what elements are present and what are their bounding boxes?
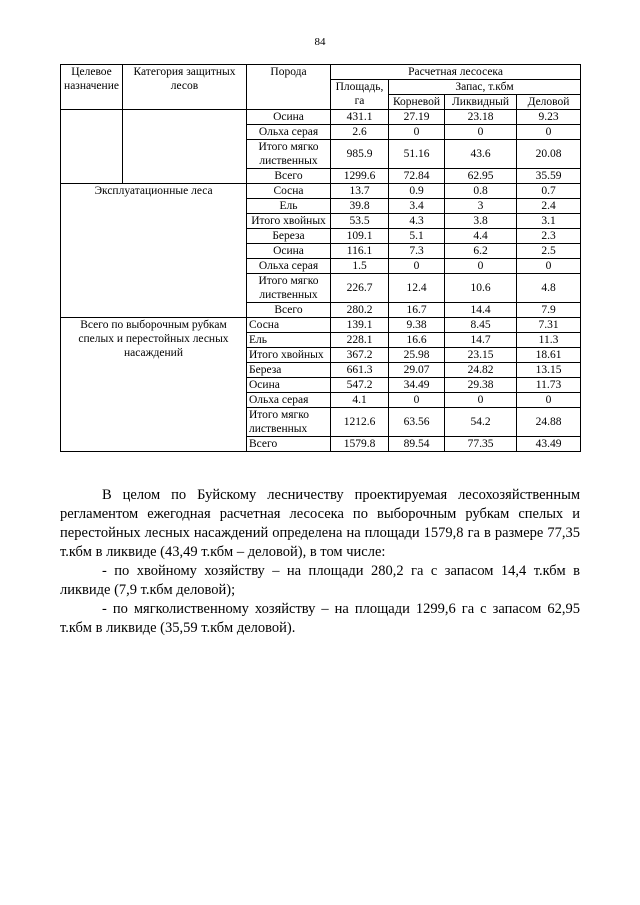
cell-root: 0 — [389, 125, 445, 140]
cell-species: Береза — [247, 229, 331, 244]
cell-commercial: 13.15 — [517, 363, 581, 378]
cell-commercial: 11.3 — [517, 333, 581, 348]
cell-species: Береза — [247, 363, 331, 378]
cell-species: Сосна — [247, 184, 331, 199]
paragraph-coniferous: - по хвойному хозяйству – на площади 280,2 га с запасом 14,4 т.кбм в ликвиде (7,9 т.кбм деловой); — [60, 563, 580, 598]
cell-species: Ель — [247, 333, 331, 348]
cell-liquid: 24.82 — [445, 363, 517, 378]
cell-root: 34.49 — [389, 378, 445, 393]
cell-area: 1.5 — [331, 259, 389, 274]
cell-liquid: 14.7 — [445, 333, 517, 348]
cell-commercial: 20.08 — [517, 140, 581, 169]
cell-liquid: 0 — [445, 259, 517, 274]
group-label-group3: Всего по выборочным рубкам спелых и перестойных лесных насаждений — [61, 318, 247, 452]
table-row — [61, 318, 581, 333]
cell-commercial: 11.73 — [517, 378, 581, 393]
cell-root: 51.16 — [389, 140, 445, 169]
cell-commercial: 2.3 — [517, 229, 581, 244]
cell-liquid: 8.45 — [445, 318, 517, 333]
cell-liquid: 77.35 — [445, 437, 517, 452]
cell-area: 4.1 — [331, 393, 389, 408]
cell-liquid: 4.4 — [445, 229, 517, 244]
cell-species: Осина — [247, 378, 331, 393]
header-liquid: Ликвидный — [445, 95, 517, 110]
cell-root: 0 — [389, 393, 445, 408]
cell-root: 72.84 — [389, 169, 445, 184]
cell-root: 16.6 — [389, 333, 445, 348]
cell-area: 116.1 — [331, 244, 389, 259]
cell-commercial: 0 — [517, 125, 581, 140]
cell-area: 1579.8 — [331, 437, 389, 452]
cell-species: Ольха серая — [247, 125, 331, 140]
cell-liquid: 3.8 — [445, 214, 517, 229]
cell-area: 1299.6 — [331, 169, 389, 184]
cell-purpose-empty — [61, 110, 123, 184]
cell-commercial: 35.59 — [517, 169, 581, 184]
cell-species: Ольха серая — [247, 393, 331, 408]
header-cutting-area: Расчетная лесосека — [331, 65, 581, 80]
cell-species: Итого мягко лиственных — [247, 408, 331, 437]
cell-root: 89.54 — [389, 437, 445, 452]
cell-species: Осина — [247, 110, 331, 125]
cell-species: Итого мягко лиственных — [247, 274, 331, 303]
cell-root: 25.98 — [389, 348, 445, 363]
cell-root: 9.38 — [389, 318, 445, 333]
cell-liquid: 0.8 — [445, 184, 517, 199]
cell-area: 1212.6 — [331, 408, 389, 437]
cell-root: 0 — [389, 259, 445, 274]
cell-species: Сосна — [247, 318, 331, 333]
cell-category-empty — [123, 110, 247, 184]
cell-area: 228.1 — [331, 333, 389, 348]
cell-root: 29.07 — [389, 363, 445, 378]
cell-area: 39.8 — [331, 199, 389, 214]
paragraph-deciduous: - по мягколиственному хозяйству – на площади 1299,6 га с запасом 62,95 т.кбм в ликвиде (35,59 т.кбм деловой). — [60, 601, 580, 636]
header-stock: Запас, т.кбм — [389, 80, 581, 95]
cell-species: Итого хвойных — [247, 348, 331, 363]
cell-root: 5.1 — [389, 229, 445, 244]
table-row — [61, 110, 581, 125]
cell-species: Ель — [247, 199, 331, 214]
cell-commercial: 4.8 — [517, 274, 581, 303]
cell-commercial: 3.1 — [517, 214, 581, 229]
cell-species: Ольха серая — [247, 259, 331, 274]
cell-commercial: 9.23 — [517, 110, 581, 125]
cell-commercial: 7.31 — [517, 318, 581, 333]
cell-liquid: 29.38 — [445, 378, 517, 393]
header-purpose: Целевое назначение — [61, 65, 123, 110]
cell-liquid: 0 — [445, 125, 517, 140]
page-number: 84 — [314, 36, 326, 48]
cell-area: 53.5 — [331, 214, 389, 229]
cell-commercial: 18.61 — [517, 348, 581, 363]
cell-liquid: 62.95 — [445, 169, 517, 184]
cell-area: 367.2 — [331, 348, 389, 363]
cell-liquid: 3 — [445, 199, 517, 214]
cell-area: 226.7 — [331, 274, 389, 303]
cell-liquid: 0 — [445, 393, 517, 408]
cell-root: 3.4 — [389, 199, 445, 214]
cell-commercial: 2.5 — [517, 244, 581, 259]
cutting-area-table — [60, 64, 581, 452]
cell-root: 12.4 — [389, 274, 445, 303]
header-root: Корневой — [389, 95, 445, 110]
cell-area: 985.9 — [331, 140, 389, 169]
cell-root: 63.56 — [389, 408, 445, 437]
cell-commercial: 7.9 — [517, 303, 581, 318]
cell-commercial: 0 — [517, 393, 581, 408]
cell-liquid: 43.6 — [445, 140, 517, 169]
header-species: Порода — [247, 65, 331, 110]
cell-root: 4.3 — [389, 214, 445, 229]
cell-area: 13.7 — [331, 184, 389, 199]
cell-area: 280.2 — [331, 303, 389, 318]
cell-species: Итого мягко лиственных — [247, 140, 331, 169]
cell-commercial: 24.88 — [517, 408, 581, 437]
cell-species: Всего — [247, 437, 331, 452]
header-commercial: Деловой — [517, 95, 581, 110]
cell-commercial: 43.49 — [517, 437, 581, 452]
cell-root: 7.3 — [389, 244, 445, 259]
cell-area: 2.6 — [331, 125, 389, 140]
cell-commercial: 0 — [517, 259, 581, 274]
cell-area: 431.1 — [331, 110, 389, 125]
cell-area: 661.3 — [331, 363, 389, 378]
cell-liquid: 54.2 — [445, 408, 517, 437]
cell-area: 139.1 — [331, 318, 389, 333]
cell-commercial: 2.4 — [517, 199, 581, 214]
cell-liquid: 10.6 — [445, 274, 517, 303]
cell-liquid: 23.18 — [445, 110, 517, 125]
header-category: Категория защитных лесов — [123, 65, 247, 110]
paragraph-summary: В целом по Буйскому лесничеству проектируемая лесохозяйственным регламентом ежегодная расчетная лесосека по выборочным рубкам спелых и перестойных лесных насаждений определена на площади 1579,8 га в размере 77,35 т.кбм в ликвиде (43,49 т.кбм – деловой), в том числе: — [60, 487, 580, 560]
cell-root: 0.9 — [389, 184, 445, 199]
table-row — [61, 184, 581, 199]
cell-species: Всего — [247, 169, 331, 184]
cell-species: Итого хвойных — [247, 214, 331, 229]
cell-root: 27.19 — [389, 110, 445, 125]
group-label-group2: Эксплуатационные леса — [61, 184, 247, 318]
cell-area: 109.1 — [331, 229, 389, 244]
cell-liquid: 23.15 — [445, 348, 517, 363]
cell-species: Осина — [247, 244, 331, 259]
header-area: Площадь, га — [331, 80, 389, 110]
cell-liquid: 14.4 — [445, 303, 517, 318]
cell-root: 16.7 — [389, 303, 445, 318]
cell-liquid: 6.2 — [445, 244, 517, 259]
cell-area: 547.2 — [331, 378, 389, 393]
cell-commercial: 0.7 — [517, 184, 581, 199]
cell-species: Всего — [247, 303, 331, 318]
